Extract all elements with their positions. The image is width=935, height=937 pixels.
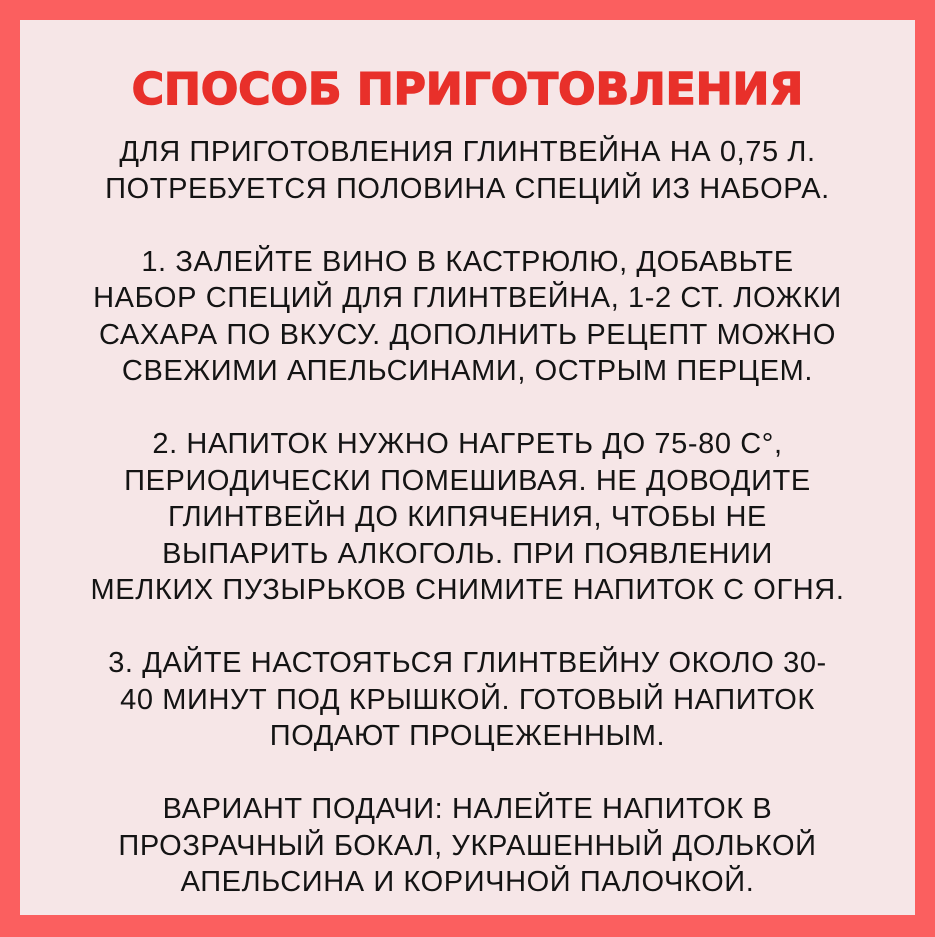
text-line: ГЛИНТВЕЙН ДО КИПЯЧЕНИЯ, ЧТОБЫ НЕ xyxy=(168,501,767,533)
text-line: НАБОР СПЕЦИЙ ДЛЯ ГЛИНТВЕЙНА, 1-2 СТ. ЛОЖКИ xyxy=(93,282,842,314)
text-line: ПРОЗРАЧНЫЙ БОКАЛ, УКРАШЕННЫЙ ДОЛЬКОЙ xyxy=(118,829,817,862)
text-line: ПЕРИОДИЧЕСКИ ПОМЕШИВАЯ. НЕ ДОВОДИТЕ xyxy=(124,464,811,497)
text-line: САХАРА ПО ВКУСУ. ДОПОЛНИТЬ РЕЦЕПТ МОЖНО xyxy=(99,318,836,351)
text-line: 2. НАПИТОК НУЖНО НАГРЕТЬ ДО 75-80 С°, xyxy=(152,428,783,460)
text-line: ВАРИАНТ ПОДАЧИ: НАЛЕЙТЕ НАПИТОК В xyxy=(162,793,773,825)
text-line: ДЛЯ ПРИГОТОВЛЕНИЯ ГЛИНТВЕЙНА НА 0,75 Л. xyxy=(119,136,816,168)
text-line: ПОТРЕБУЕТСЯ ПОЛОВИНА СПЕЦИЙ ИЗ НАБОРА. xyxy=(105,172,830,205)
recipe-card xyxy=(20,20,915,915)
text-line: ВЫПАРИТЬ АЛКОГОЛЬ. ПРИ ПОЯВЛЕНИИ xyxy=(162,537,773,570)
step-2-paragraph xyxy=(20,426,915,609)
text-line: ПОДАЮТ ПРОЦЕЖЕННЫМ. xyxy=(269,720,666,752)
serving-paragraph xyxy=(20,791,915,901)
text-line: СВЕЖИМИ АПЕЛЬСИНАМИ, ОСТРЫМ ПЕРЦЕМ. xyxy=(121,355,814,387)
step-3-paragraph xyxy=(20,645,915,755)
text-line: АПЕЛЬСИНА И КОРИЧНОЙ ПАЛОЧКОЙ. xyxy=(180,866,755,898)
text-line: 1. ЗАЛЕЙТЕ ВИНО В КАСТРЮЛЮ, ДОБАВЬТЕ xyxy=(141,245,794,278)
page-title: СПОСОБ ПРИГОТОВЛЕНИЯ xyxy=(131,64,804,115)
text-line: 40 МИНУТ ПОД КРЫШКОЙ. ГОТОВЫЙ НАПИТОК xyxy=(120,683,815,716)
step-1-paragraph xyxy=(20,244,915,390)
intro-paragraph xyxy=(20,134,915,207)
text-line: 3. ДАЙТЕ НАСТОЯТЬСЯ ГЛИНТВЕЙНУ ОКОЛО 30- xyxy=(108,647,827,679)
text-line: МЕЛКИХ ПУЗЫРЬКОВ СНИМИТЕ НАПИТОК С ОГНЯ. xyxy=(90,574,845,606)
instructions-text xyxy=(20,134,915,937)
